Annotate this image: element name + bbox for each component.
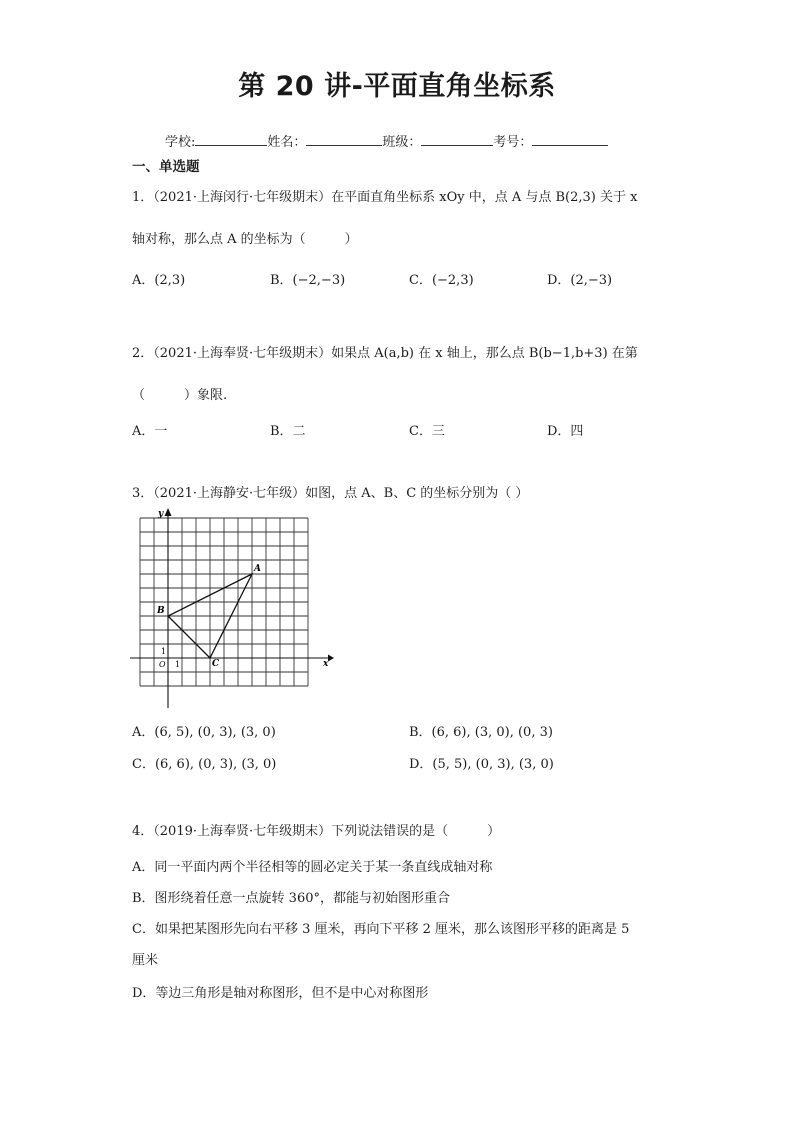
- origin-label: O: [159, 660, 166, 669]
- q2-option-b: B．二: [270, 424, 306, 439]
- name-label: 姓名：: [267, 135, 307, 150]
- q3-option-b: B．(6, 6), (3, 0), (0, 3): [409, 725, 553, 740]
- q1-stem-line2: 轴对称，那么点 A 的坐标为（ ）: [132, 232, 358, 247]
- q1-stem-line1: 1．（2021·上海闵行·七年级期末）在平面直角坐标系 xOy 中，点 A 与点 B(2,3) 关于 x: [132, 190, 638, 205]
- q1-option-d: D．(2,−3): [547, 273, 613, 288]
- name-blank: [306, 132, 382, 146]
- x-axis-label: x: [323, 659, 329, 669]
- q2-option-d: D．四: [547, 424, 584, 439]
- q4-option-c-line2: 厘米: [132, 953, 159, 968]
- school-blank: [195, 132, 267, 146]
- coordinate-grid-figure: [128, 504, 334, 710]
- y-axis-label: y: [158, 509, 164, 519]
- q2-option-a: A．一: [132, 424, 168, 439]
- q2-stem-line2: （ ）象限.: [132, 388, 228, 403]
- exam-no-label: 考号：: [493, 135, 533, 150]
- point-b-label: B: [157, 606, 165, 616]
- q4-option-b: B．图形绕着任意一点旋转 360°，都能与初始图形重合: [132, 891, 450, 906]
- q3-stem: 3．（2021·上海静安·七年级）如图，点 A、B、C 的坐标分别为（ ）: [132, 486, 529, 501]
- q3-option-d: D．(5, 5), (0, 3), (3, 0): [409, 757, 554, 772]
- section-heading: 一、单选题: [132, 159, 200, 175]
- q3-option-a: A．(6, 5), (0, 3), (3, 0): [132, 725, 276, 740]
- exam-no-blank: [532, 132, 608, 146]
- q4-option-c-line1: C．如果把某图形先向右平移 3 厘米，再向下平移 2 厘米，那么该图形平移的距离是 5: [132, 922, 630, 937]
- school-label: 学校:: [165, 135, 196, 150]
- class-label: 班级：: [382, 135, 422, 150]
- q1-option-a: A．(2,3): [132, 273, 186, 288]
- class-blank: [421, 132, 493, 146]
- q1-option-c: C．(−2,3): [409, 273, 474, 288]
- q2-stem-line1: 2．（2021·上海奉贤·七年级期末）如果点 A(a,b) 在 x 轴上，那么点 B(b−1,b+3) 在第: [132, 346, 638, 361]
- page-title: 第 20 讲-平面直角坐标系: [238, 71, 556, 102]
- q2-option-c: C．三: [409, 424, 445, 439]
- student-info-line: [165, 131, 608, 150]
- q1-option-b: B．(−2,−3): [270, 273, 346, 288]
- point-c-label: C: [212, 659, 220, 669]
- y-tick-1-label: 1: [161, 647, 167, 656]
- q3-option-c: C．(6, 6), (0, 3), (3, 0): [132, 757, 277, 772]
- x-tick-1-label: 1: [175, 660, 181, 669]
- point-a-label: A: [254, 564, 261, 574]
- q4-option-a: A．同一平面内两个半径相等的圆必定关于某一条直线成轴对称: [132, 860, 493, 875]
- q4-option-d: D．等边三角形是轴对称图形，但不是中心对称图形: [132, 986, 429, 1001]
- q4-stem: 4．（2019·上海奉贤·七年级期末）下列说法错误的是（ ）: [132, 824, 501, 839]
